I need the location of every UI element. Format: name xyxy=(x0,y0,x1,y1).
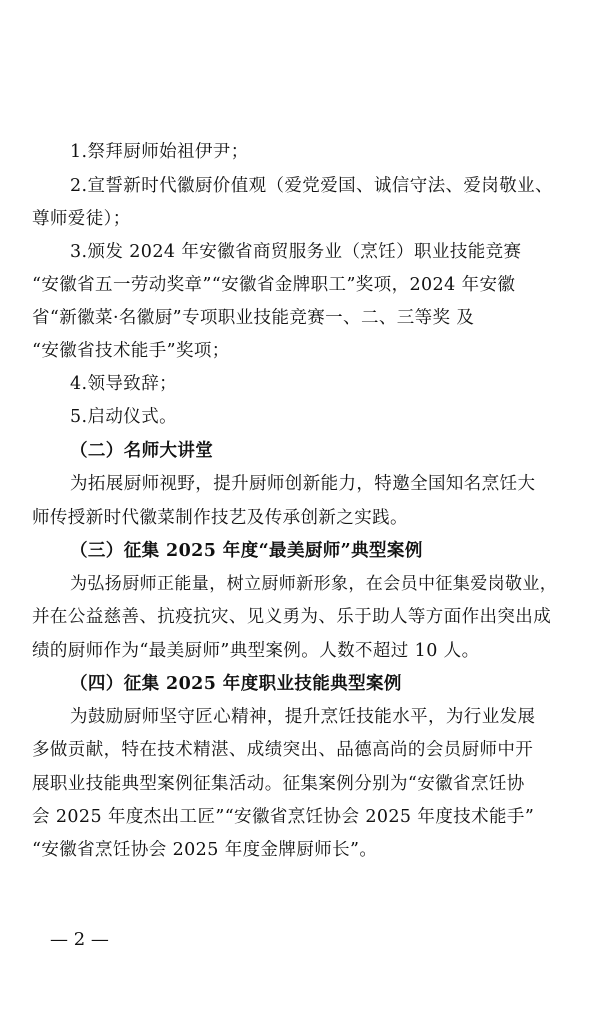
agenda-item-2-cont: 尊师爱徒）； xyxy=(32,209,131,229)
agenda-item-3-cont-2: 省“新徽菜·名徽厨”专项职业技能竞赛一、二、三等奖 及 xyxy=(32,308,475,328)
section-3-paragraph-line-1: 为弘扬厨师正能量，树立厨师新形象，在会员中征集爱岗敬业， xyxy=(70,574,558,594)
section-4-paragraph-line-2: 多做贡献，特在技术精湛、成绩突出、品德高尚的会员厨师中开 xyxy=(32,740,534,760)
agenda-item-1: 1.祭拜厨师始祖伊尹； xyxy=(70,142,249,162)
section-3-paragraph-line-2: 并在公益慈善、抗疫抗灾、见义勇为、乐于助人等方面作出突出成 xyxy=(32,607,552,627)
page-number: — 2 — xyxy=(50,929,109,950)
section-2-paragraph-line-1: 为拓展厨师视野，提升厨师创新能力，特邀全国知名烹饪大 xyxy=(70,474,536,494)
section-4-paragraph-line-1: 为鼓励厨师坚守匠心精神，提升烹饪技能水平，为行业发展 xyxy=(70,707,536,727)
section-heading-2: （二）名师大讲堂 xyxy=(70,441,214,461)
agenda-item-3: 3.颁发 2024 年安徽省商贸服务业（烹饪）职业技能竞赛 xyxy=(70,242,522,262)
agenda-item-3-cont-3: “安徽省技术能手”奖项； xyxy=(32,341,230,361)
agenda-item-5: 5.启动仪式。 xyxy=(70,407,177,427)
section-4-paragraph-line-3: 展职业技能典型案例征集活动。征集案例分别为“安徽省烹饪协 xyxy=(32,774,525,794)
agenda-item-3-cont-1: “安徽省五一劳动奖章”“安徽省金牌职工”奖项，2024 年安徽 xyxy=(32,275,516,295)
section-heading-3: （三）征集 2025 年度“最美厨师”典型案例 xyxy=(70,541,423,561)
section-3-paragraph-line-3: 绩的厨师作为“最美厨师”典型案例。人数不超过 10 人。 xyxy=(32,641,480,661)
section-4-paragraph-line-5: “安徽省烹饪协会 2025 年度金牌厨师长”。 xyxy=(32,840,378,860)
section-4-paragraph-line-4: 会 2025 年度杰出工匠”“安徽省烹饪协会 2025 年度技术能手” xyxy=(32,807,535,827)
agenda-item-4: 4.领导致辞； xyxy=(70,374,177,394)
agenda-item-2: 2.宣誓新时代徽厨价值观（爱党爱国、诚信守法、爱岗敬业、 xyxy=(70,176,553,196)
section-2-paragraph-line-2: 师传授新时代徽菜制作技艺及传承创新之实践。 xyxy=(32,508,408,528)
section-heading-4: （四）征集 2025 年度职业技能典型案例 xyxy=(70,674,402,694)
